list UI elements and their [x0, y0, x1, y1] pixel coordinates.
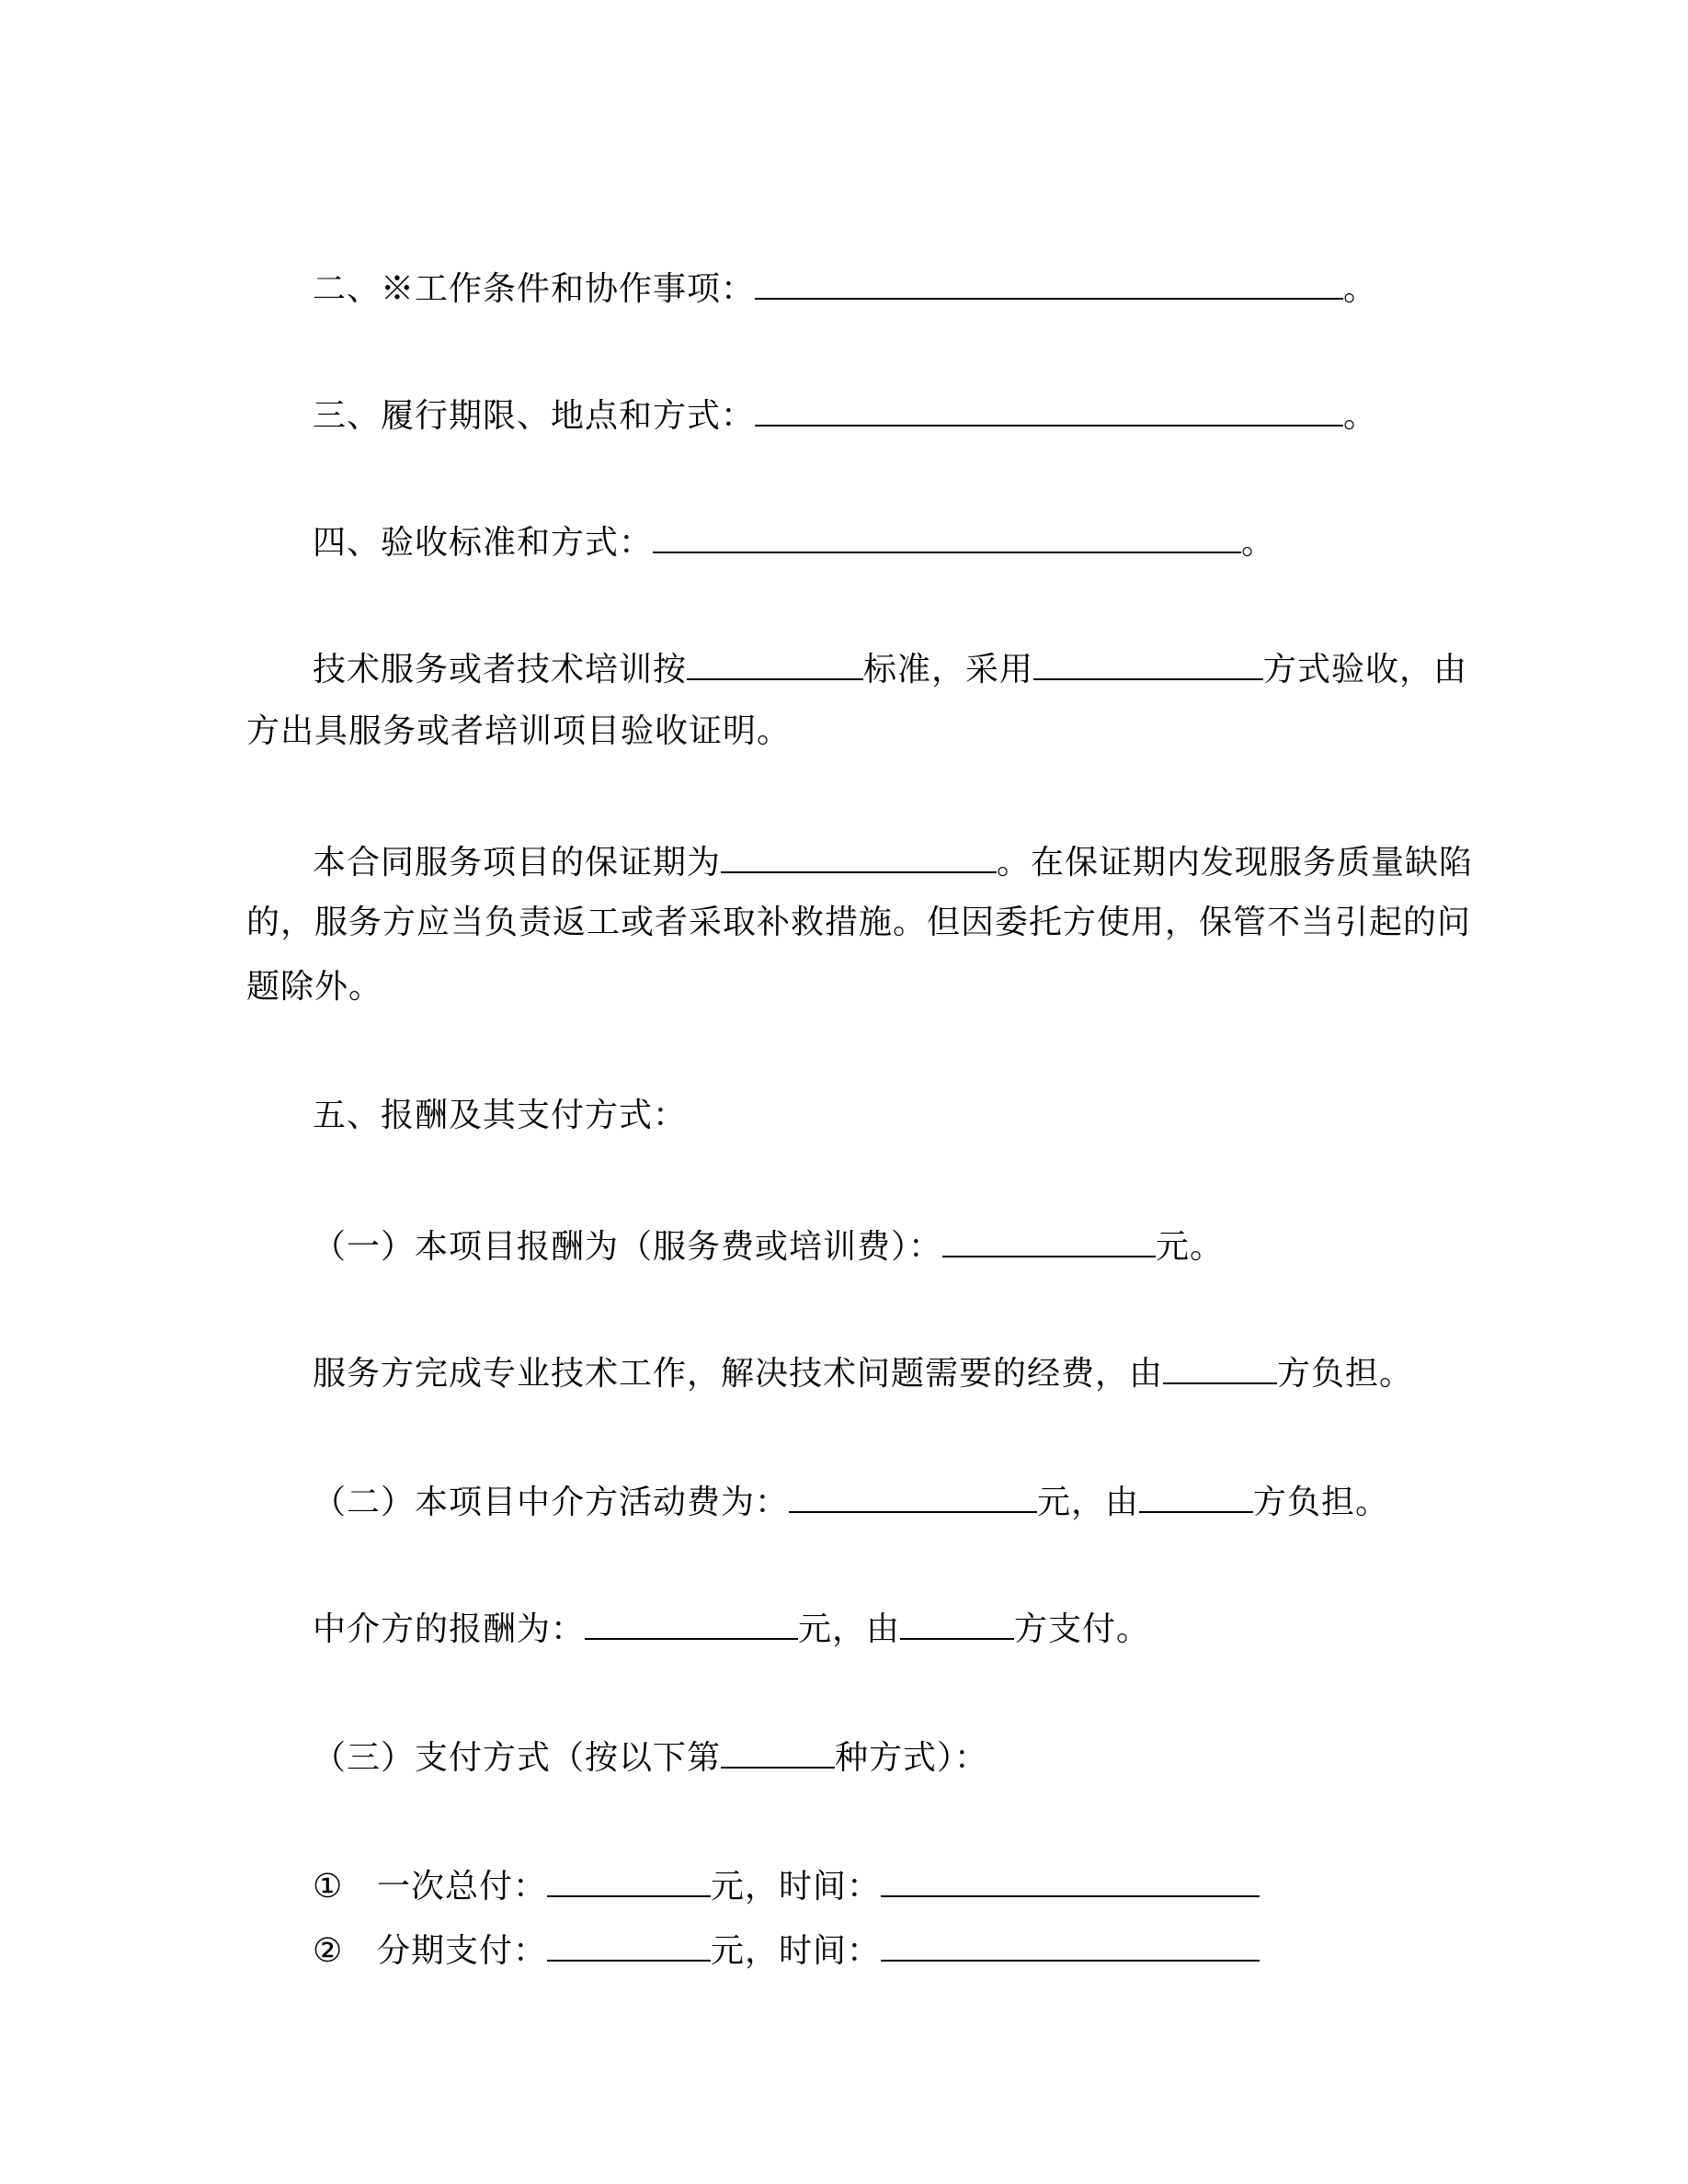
- installment-amount-blank[interactable]: [547, 1928, 711, 1962]
- performance-terms-blank[interactable]: [755, 393, 1343, 427]
- acceptance-standard-blank[interactable]: [653, 520, 1241, 553]
- service-fee-blank[interactable]: [942, 1224, 1156, 1257]
- fee-item-1: （一）本项目报酬为（服务费或培训费）： 元。: [313, 1224, 1224, 1266]
- warranty-paragraph-line1: 本合同服务项目的保证期为 。在保证期内发现服务质量缺陷: [313, 840, 1473, 882]
- warranty-paragraph-line2: 的，服务方应当负责返工或者采取补救措施。但因委托方使用，保管不当引起的问: [246, 904, 1472, 941]
- warranty-paragraph-line3: 题除外。: [246, 968, 383, 1006]
- installment-time-blank[interactable]: [881, 1928, 1260, 1962]
- acceptance-standard-name-blank[interactable]: [687, 647, 863, 680]
- expense-party-blank[interactable]: [1163, 1351, 1277, 1384]
- section-5-heading: 五、报酬及其支付方式：: [313, 1097, 688, 1134]
- agent-reward-party-blank[interactable]: [900, 1607, 1014, 1640]
- lump-sum-time-blank[interactable]: [881, 1864, 1260, 1897]
- acceptance-method-blank[interactable]: [1033, 647, 1263, 680]
- section-4: 四、验收标准和方式： 。: [313, 520, 1275, 562]
- expense-line: 服务方完成专业技术工作，解决技术问题需要的经费，由 方负担。: [313, 1351, 1413, 1393]
- agent-reward-line: 中介方的报酬为： 元，由 方支付。: [313, 1607, 1150, 1648]
- agent-activity-fee-blank[interactable]: [789, 1480, 1037, 1513]
- section-3: 三、履行期限、地点和方式： 。: [313, 393, 1377, 435]
- lump-sum-amount-blank[interactable]: [547, 1864, 711, 1897]
- payment-option-1: ① 一次总付： 元，时间：: [313, 1864, 1260, 1905]
- agent-fee-party-blank[interactable]: [1139, 1480, 1253, 1513]
- acceptance-paragraph-line2: 方出具服务或者培训项目验收证明。: [246, 712, 792, 750]
- fee-item-3: （三）支付方式（按以下第 种方式）：: [313, 1735, 988, 1777]
- payment-option-2: ② 分期支付： 元，时间：: [313, 1928, 1260, 1970]
- payment-option-blank[interactable]: [721, 1735, 835, 1769]
- warranty-period-blank[interactable]: [721, 840, 997, 873]
- work-conditions-blank[interactable]: [755, 267, 1343, 300]
- acceptance-paragraph-line1: 技术服务或者技术培训按 标准，采用 方式验收，由: [313, 647, 1467, 688]
- section-2: 二、※工作条件和协作事项： 。: [313, 267, 1377, 308]
- agent-reward-blank[interactable]: [585, 1607, 798, 1640]
- fee-item-2: （二）本项目中介方活动费为： 元，由 方负担。: [313, 1480, 1389, 1521]
